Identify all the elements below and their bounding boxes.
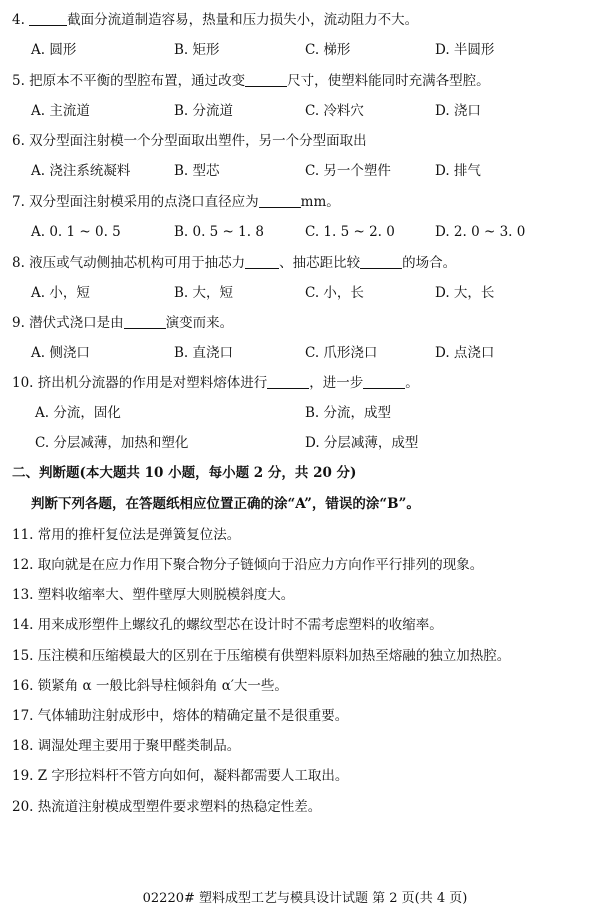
question-text: 8. 液压或气动侧抽芯机构可用于抽芯力 xyxy=(12,255,246,271)
option-d: D. 点浇口 xyxy=(435,345,495,361)
option-c: C. 梯形 xyxy=(305,42,351,58)
option-d: D. 排气 xyxy=(435,163,481,179)
option-c: C. 另一个塑件 xyxy=(305,163,391,179)
option-d: D. 2. 0 ~ 3. 0 xyxy=(435,224,526,240)
section-instruction: 判断下列各题，在答题纸相应位置正确的涂“A”，错误的涂“B”。 xyxy=(31,496,420,512)
option-d: D. 半圆形 xyxy=(435,42,495,58)
question-15: 15. 压注模和压缩模最大的区别在于压缩模有供塑料原料加热至熔融的独立加热腔。 xyxy=(12,648,511,664)
option-b: B. 型芯 xyxy=(174,163,220,179)
answer-blank xyxy=(124,315,166,329)
answer-blank xyxy=(360,255,402,269)
question-7 xyxy=(12,193,340,211)
question-number: 4. xyxy=(12,12,25,28)
option-b: B. 分流，成型 xyxy=(305,405,392,421)
option-b: B. 大，短 xyxy=(174,285,234,301)
option-a: A. 侧浇口 xyxy=(31,345,90,361)
option-a: A. 主流道 xyxy=(31,103,90,119)
question-8 xyxy=(12,254,456,272)
option-b: B. 分流道 xyxy=(174,103,234,119)
answer-blank xyxy=(29,12,67,26)
question-16: 16. 锁紧角 α 一般比斜导柱倾斜角 α′大一些。 xyxy=(12,678,288,694)
question-9 xyxy=(12,314,233,332)
question-text: mm。 xyxy=(300,194,340,210)
question-text: 7. 双分型面注射模采用的点浇口直径应为 xyxy=(12,194,259,210)
option-a: A. 0. 1 ~ 0. 5 xyxy=(31,224,121,240)
option-c: C. 冷料穴 xyxy=(305,103,364,119)
answer-blank xyxy=(363,375,405,389)
answer-blank xyxy=(245,73,287,87)
question-text: 的场合。 xyxy=(402,255,457,271)
question-text: 尺寸，使塑料能同时充满各型腔。 xyxy=(287,73,490,89)
option-b: B. 直浇口 xyxy=(174,345,234,361)
question-20: 20. 热流道注射模成型塑件要求塑料的热稳定性差。 xyxy=(12,799,322,815)
option-b: B. 矩形 xyxy=(174,42,220,58)
option-d: D. 分层减薄，成型 xyxy=(305,435,419,451)
question-19: 19. Z 字形拉料杆不管方向如何，凝料都需要人工取出。 xyxy=(12,768,349,784)
question-text: 。 xyxy=(405,375,419,391)
question-4 xyxy=(12,11,418,29)
answer-blank xyxy=(259,194,301,208)
option-a: A. 圆形 xyxy=(31,42,77,58)
question-text: 5. 把原本不平衡的型腔布置，通过改变 xyxy=(12,73,246,89)
option-d: D. 浇口 xyxy=(435,103,481,119)
option-c: C. 小，长 xyxy=(305,285,364,301)
page-footer: 02220# 塑料成型工艺与模具设计试题 第 2 页(共 4 页) xyxy=(142,891,468,906)
question-text: 、抽芯距比较 xyxy=(279,255,361,271)
question-text: ，进一步 xyxy=(309,375,364,391)
question-17: 17. 气体辅助注射成形中，熔体的精确定量不是很重要。 xyxy=(12,708,349,724)
option-a: A. 小，短 xyxy=(31,285,90,301)
question-6: 6. 双分型面注射模一个分型面取出塑件，另一个分型面取出 xyxy=(12,133,367,149)
option-c: C. 爪形浇口 xyxy=(305,345,378,361)
section-heading: 二、判断题(本大题共 10 小题，每小题 2 分，共 20 分) xyxy=(12,465,357,481)
option-a: A. 分流，固化 xyxy=(35,405,121,421)
question-12: 12. 取向就是在应力作用下聚合物分子链倾向于沿应力方向作平行排列的现象。 xyxy=(12,557,484,573)
question-text: 演变而来。 xyxy=(165,315,234,331)
question-text: 10. 挤出机分流器的作用是对塑料熔体进行 xyxy=(12,375,268,391)
question-11: 11. 常用的推杆复位法是弹簧复位法。 xyxy=(12,527,241,543)
option-b: B. 0. 5 ~ 1. 8 xyxy=(174,224,264,240)
question-13: 13. 塑料收缩率大、塑件壁厚大则脱模斜度大。 xyxy=(12,587,295,603)
option-c: C. 1. 5 ~ 2. 0 xyxy=(305,224,395,240)
answer-blank xyxy=(267,375,309,389)
question-18: 18. 调湿处理主要用于聚甲醛类制品。 xyxy=(12,738,241,754)
question-10 xyxy=(12,374,419,392)
question-text: 9. 潜伏式浇口是由 xyxy=(12,315,124,331)
answer-blank xyxy=(245,255,279,269)
option-d: D. 大，长 xyxy=(435,285,495,301)
question-text: 截面分流道制造容易，热量和压力损失小，流动阻力不大。 xyxy=(67,12,419,28)
option-c: C. 分层减薄，加热和塑化 xyxy=(35,435,189,451)
question-5 xyxy=(12,72,490,90)
question-14: 14. 用来成形塑件上螺纹孔的螺纹型芯在设计时不需考虑塑料的收缩率。 xyxy=(12,617,443,633)
option-a: A. 浇注系统凝料 xyxy=(31,163,131,179)
